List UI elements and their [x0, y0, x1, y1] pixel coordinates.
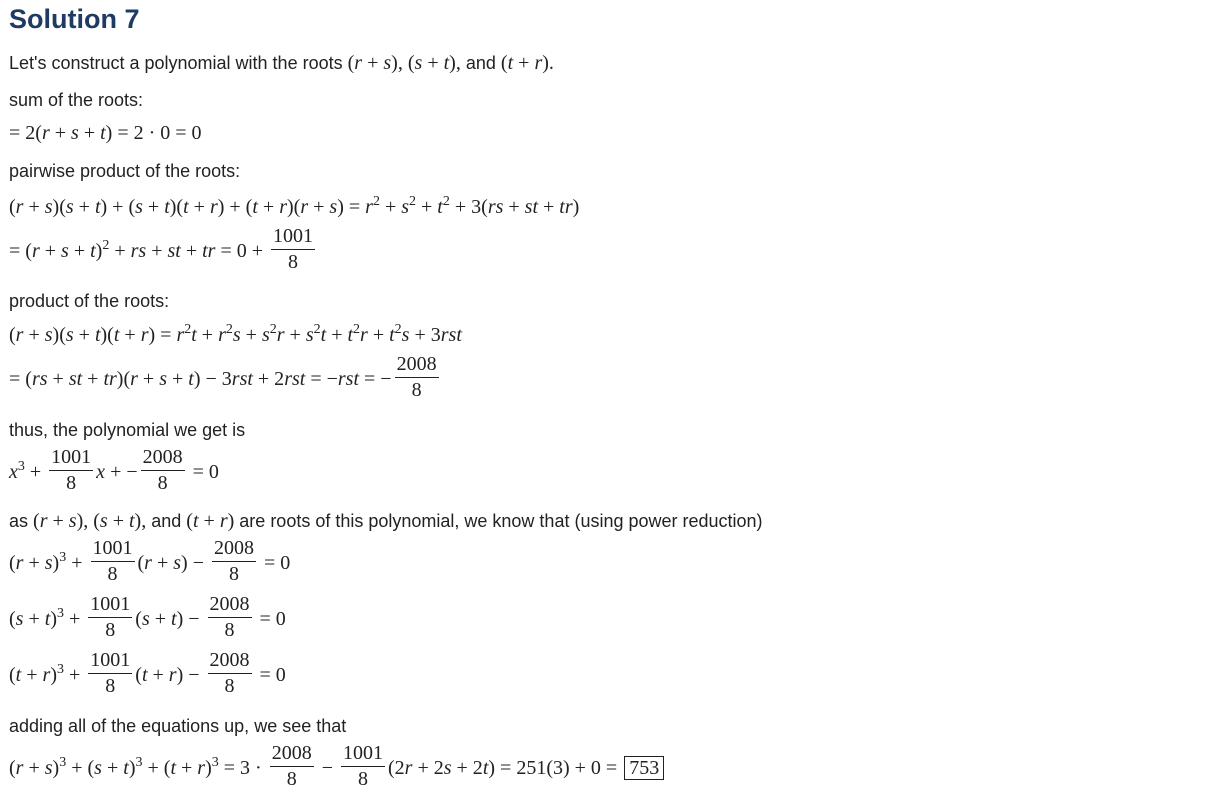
root-st: (s + t),: [407, 52, 461, 74]
product-equation-1: $(r + s)(s + t)(t + r) = r^2t + r^2s + s^2r + s^2t + t^2r + t^2s + 3rst$: [9, 322, 462, 346]
fraction-1001-8: $\frac{1001}{8}$: [273, 225, 314, 273]
as-roots-line: as (r + s), (s + t), and (t + r) are roots of this polynomial, we know that (using power reduction): [9, 510, 763, 532]
final-answer-box: 753: [624, 756, 664, 780]
pairwise-equation-2: = $(r + s + t)^2$ + rs + st + tr = 0 + $\frac{1001}{8}$: [9, 225, 314, 273]
root-rs: (r + s),: [347, 52, 403, 74]
equation-tr: $(t + r)^3$ + $\frac{1001}{8}$ (t + r) − $\frac{2008}{8}$ = 0: [9, 649, 286, 697]
pairwise-equation-1: $(r + s)(s + t) + (s + t)(t + r) + (t + r)(r + s) = r^2 + s^2 + t^2 + 3(rs$ + st + tr): [9, 194, 580, 218]
polynomial-equation: $x^3$ + $\frac{1001}{8}$ x + − $\frac{2008}{8}$ = 0: [9, 446, 219, 494]
product-label: product of the roots:: [9, 291, 170, 311]
final-equation: $(r + s)^3 + (s + t)^3 + (t + r)^3 = 3$ · $\frac{2008}{8}$ − $\frac{1001}{8}$ (2r + 2s + 2t) = 251(3) + 0 = 753: [9, 746, 664, 793]
equation-rs: $(r + s)^3$ + $\frac{1001}{8}$ (r + s) − $\frac{2008}{8}$ = 0: [9, 537, 291, 585]
sum-equation: = 2(r + s + t) = 2 · 0 = 0: [9, 122, 202, 144]
equation-st: $(s + t)^3$ + $\frac{1001}{8}$ (s + t) − $\frac{2008}{8}$ = 0: [9, 593, 286, 641]
solution-title: Solution 7: [9, 4, 140, 34]
product-equation-2: = (rs + st + tr)(r + s + t) − 3rst + 2rst = −rst = − $\frac{2008}{8}$: [9, 353, 437, 401]
intro-line: [9, 52, 554, 75]
sum-label: sum of the roots:: [9, 90, 144, 110]
intro-text: Let's construct a polynomial with the roots: [9, 53, 343, 73]
pairwise-label: pairwise product of the roots:: [9, 161, 241, 181]
intro-and: and: [465, 53, 496, 73]
root-tr: (t + r).: [500, 52, 554, 74]
fraction-2008-8: $\frac{2008}{8}$: [396, 353, 437, 401]
adding-label: adding all of the equations up, we see that: [9, 716, 347, 736]
thus-label: thus, the polynomial we get is: [9, 420, 246, 440]
